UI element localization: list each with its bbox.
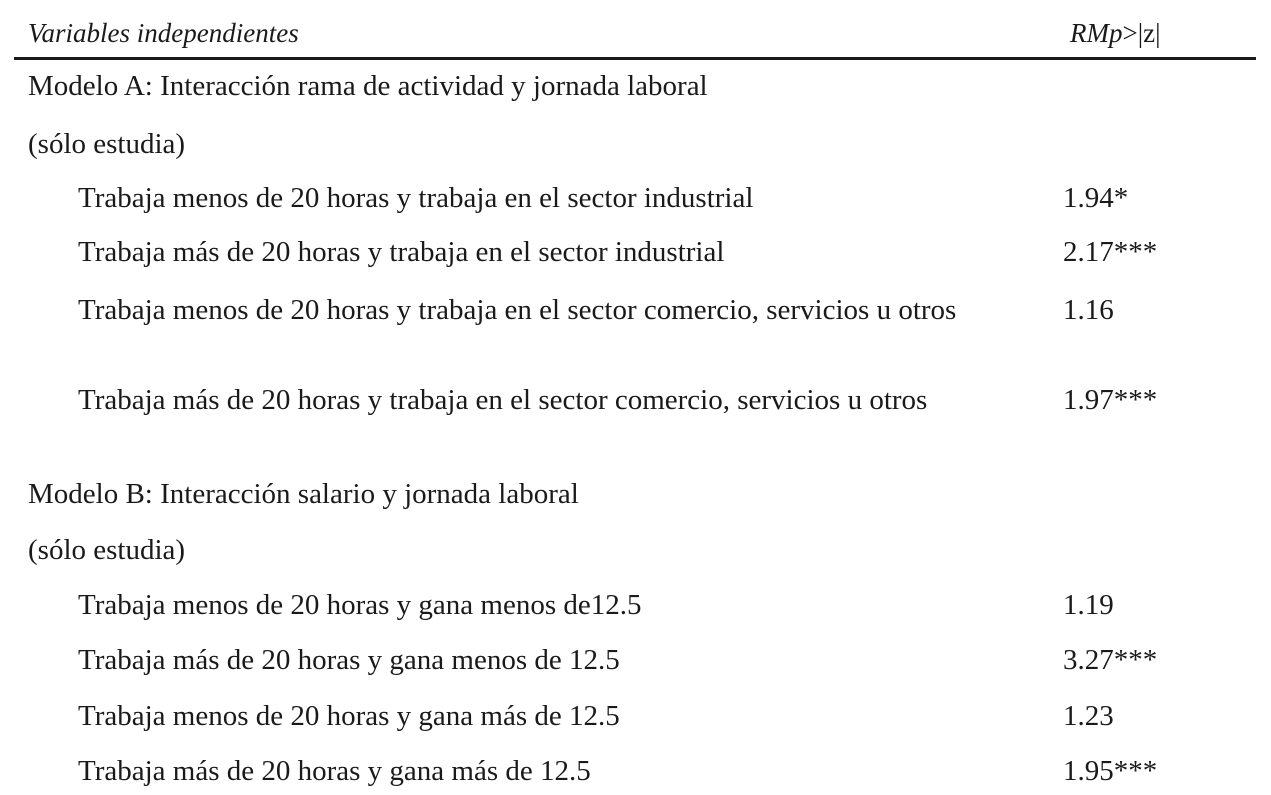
row-value: 2.17*** [1063, 236, 1158, 268]
row-label: Trabaja más de 20 horas y trabaja en el sector industrial [78, 236, 725, 268]
model-a-subtitle: (sólo estudia) [28, 128, 186, 160]
model-b-title: Modelo B: Interacción salario y jornada laboral [28, 478, 579, 510]
header-variables: Variables independientes [28, 18, 299, 48]
model-a-title: Modelo A: Interacción rama de actividad y jornada laboral [28, 70, 708, 102]
row-label: Trabaja más de 20 horas y gana más de 12.5 [78, 755, 591, 787]
row-value: 1.23 [1063, 700, 1114, 732]
row-value: 1.95*** [1063, 755, 1158, 787]
header-z: >|z| [1122, 18, 1161, 48]
row-label: Trabaja más de 20 horas y gana menos de 12.5 [78, 644, 620, 676]
row-label: Trabaja menos de 20 horas y gana menos de12.5 [78, 589, 642, 621]
row-value: 1.94* [1063, 182, 1129, 214]
row-value: 1.16 [1063, 294, 1114, 326]
table-header [28, 14, 1256, 54]
row-value: 1.19 [1063, 589, 1114, 621]
row-label: Trabaja más de 20 horas y trabaja en el sector comercio, servicios u otros [78, 384, 928, 416]
header-rule [14, 57, 1256, 60]
row-value: 1.97*** [1063, 384, 1158, 416]
model-b-subtitle: (sólo estudia) [28, 534, 186, 566]
header-p: p [1108, 18, 1123, 48]
row-label: Trabaja menos de 20 horas y gana más de 12.5 [78, 700, 620, 732]
row-value: 3.27*** [1063, 644, 1158, 676]
header-rm-p [1070, 18, 1161, 49]
row-label: Trabaja menos de 20 horas y trabaja en el sector industrial [78, 182, 754, 214]
header-rm: RM [1070, 18, 1109, 48]
row-label: Trabaja menos de 20 horas y trabaja en el sector comercio, servicios u otros [78, 294, 957, 326]
